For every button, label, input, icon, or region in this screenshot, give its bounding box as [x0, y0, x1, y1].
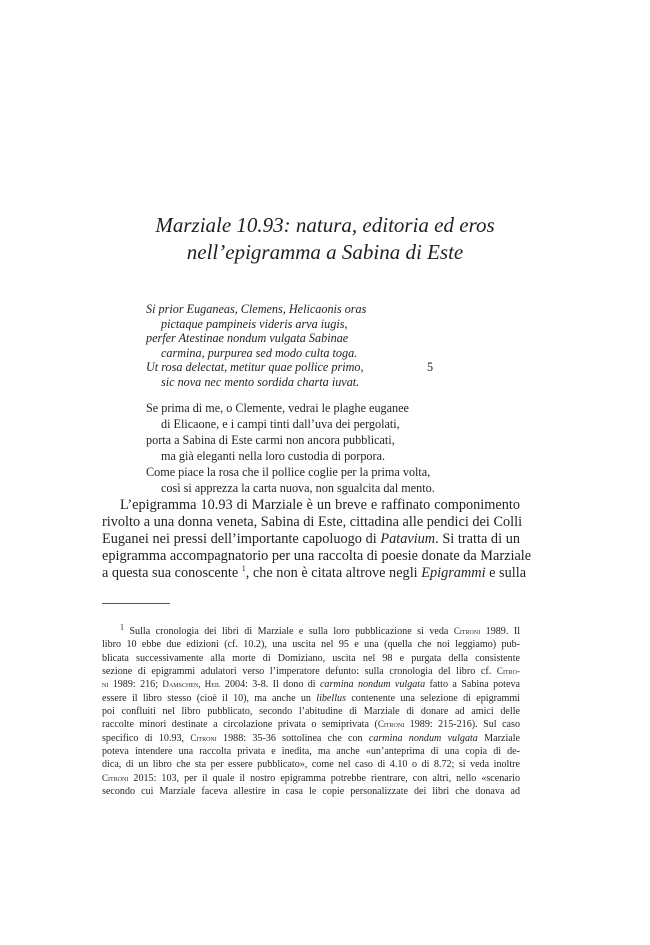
footnote-line: Citroni 2015: 103, per il quale il nostro epigramma potrebbe rientrare, con altri, nello «scenario	[102, 772, 520, 784]
translation-line: Come piace la rosa che il pollice coglie per la prima volta,	[146, 465, 431, 479]
footnote-line: sezione di epigrammi adulatori verso l’imperatore defunto: sulla cronologia del libro cf. Citro-	[102, 666, 520, 678]
footnote-line: poi confluiti nel libro pubblicato, secondo l’abitudine di Marziale di donare ad amici delle	[102, 706, 520, 718]
article-title	[0, 212, 650, 266]
italic-term: Patavium	[380, 531, 436, 547]
footnote-line: blicata successivamente alla morte di Domiziano, uscita nel 98 e purgata della consistente	[102, 652, 520, 664]
footnote-line: essere il libro stesso (cioè il 10), ma anche un libellus contenente una selezione di epigrammi	[102, 692, 520, 704]
footnote-line: $^1$ Sulla cronologia dei libri di Marziale e sulla loro pubblicazione si veda Citroni 1989. Il	[120, 622, 520, 637]
verse-number: 5	[427, 360, 434, 375]
footnote-line: poteva intendere una raccolta privata e inedita, ma anche «un’anteprima di una copia di de-	[102, 746, 520, 758]
footnote-line: ni 1989: 216; Damschen, Heil 2004: 3-8. Il dono di carmina nondum vulgata fatto a Sabina poteva	[102, 679, 520, 691]
body-paragraph	[102, 497, 532, 582]
footnote-line: libro 10 ebbe due edizioni (cf. 10.2), una uscita nel 95 e una (quella che noi leggiamo) pub-	[102, 639, 520, 651]
translation-line: ma già eleganti nella loro custodia di porpora.	[161, 449, 386, 463]
title-line-2: nell’epigramma a Sabina di Este	[186, 240, 464, 264]
italic-term: Epigrammi	[421, 565, 486, 581]
poem-line-5	[146, 360, 466, 375]
footnote-line: raccolte minori destinate a circolazione privata o semiprivata (Citroni 1989: 215-216). Sul caso	[102, 719, 521, 731]
body-line: rivolto a una donna veneta, Sabina di Este, cittadina alle pendici dei Colli	[102, 514, 523, 530]
latin-epigram	[146, 302, 466, 390]
translation-line: così si apprezza la carta nuova, non sgualcita dal mento.	[161, 481, 435, 495]
footnote-line: secondo cui Marziale faceva allestire in casa le copie personalizzate dei libri che donava ad	[102, 786, 520, 798]
translation-line: di Elicaone, e i campi tinti dall’uva dei pergolati,	[161, 417, 400, 431]
poem-line: carmina, purpurea sed modo culta toga.	[161, 345, 358, 360]
body-line: a questa sua conoscente $^1$, che non è citata altrove negli Epigrammi e sulla	[102, 564, 527, 581]
translation-line: Se prima di me, o Clemente, vedrai le plaghe euganee	[146, 401, 409, 415]
footnote-separator	[102, 603, 170, 604]
poem-line-text: Ut rosa delectat, metitur quae pollice primo,	[146, 360, 364, 375]
footnote-reference: 1	[241, 564, 246, 574]
poem-line: pictaque pampineis videris arva iugis,	[161, 316, 348, 331]
translation-line: porta a Sabina di Este carmi non ancora pubblicati,	[146, 433, 395, 447]
footnote-marker: 1	[120, 622, 124, 632]
title-line-1: Marziale 10.93: natura, editoria ed eros	[155, 213, 495, 237]
poem-line: perfer Atestinae nondum vulgata Sabinae	[146, 331, 349, 346]
italian-translation	[146, 400, 466, 496]
body-line: epigramma accompagnatorio per una raccolta di poesie donate da Marziale	[102, 548, 532, 564]
footnote	[102, 622, 521, 798]
poem-line: sic nova nec mento sordida charta iuvat.	[161, 374, 360, 389]
poem-line: Si prior Euganeas, Clemens, Helicaonis oras	[146, 302, 367, 316]
footnote-line: dica, di un libro che sta per essere pubblicato», come nel caso di 4.10 o di 8.72; si veda inoltre	[102, 759, 520, 771]
footnote-line: specifico di 10.93, Citroni 1988: 35-36 sottolinea che con carmina nondum vulgata Marziale	[102, 732, 521, 744]
body-line: Euganei nei pressi dell’importante capoluogo di Patavium. Si tratta di un	[102, 531, 520, 547]
body-line: L’epigramma 10.93 di Marziale è un breve e raffinato componimento	[120, 497, 520, 513]
